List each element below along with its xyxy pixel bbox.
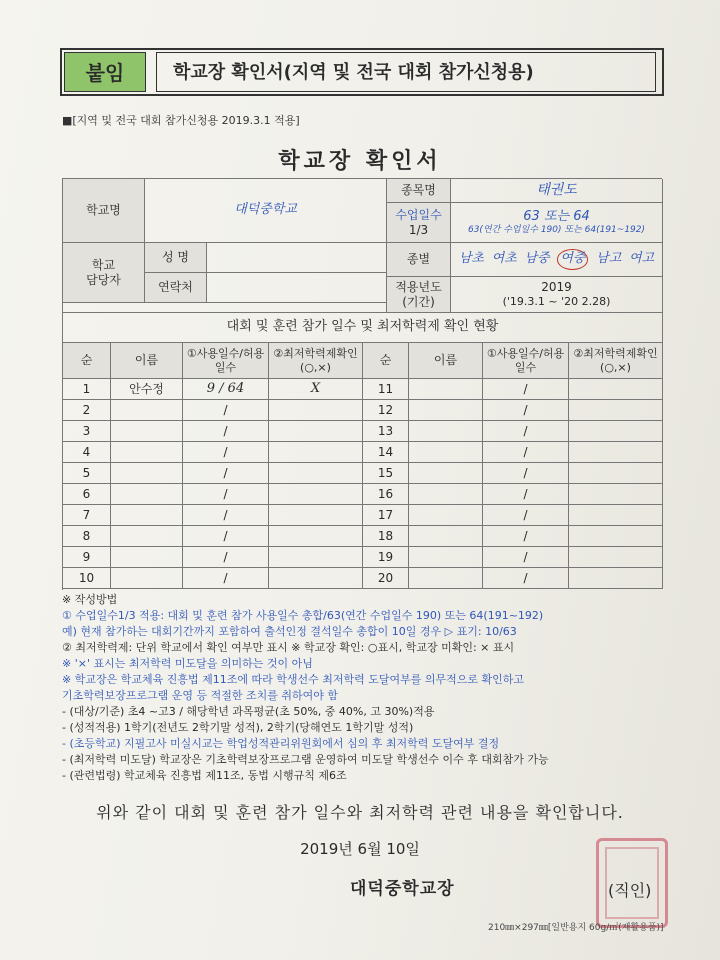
row-name-cell <box>111 442 183 463</box>
info-spacer <box>63 303 387 313</box>
row-days-cell: / <box>183 400 269 421</box>
row-no-cell: 1 <box>63 379 111 400</box>
row-no-cell: 10 <box>63 568 111 589</box>
row-days-cell: / <box>183 526 269 547</box>
row-days-cell: / <box>183 463 269 484</box>
instruction-line: 기초학력보장프로그램 운영 등 적절한 조치를 취하여야 함 <box>62 689 339 702</box>
row-days-cell: / <box>483 547 569 568</box>
row-no-cell: 14 <box>363 442 409 463</box>
col-name-right: 이름 <box>409 343 483 379</box>
row-no-cell: 13 <box>363 421 409 442</box>
row-check-cell <box>569 442 663 463</box>
row-no-cell: 8 <box>63 526 111 547</box>
year-value <box>451 277 663 313</box>
row-name-cell <box>111 463 183 484</box>
row-check-cell <box>569 400 663 421</box>
instruction-line: ※ '×' 표시는 최저학력 미도달을 의미하는 것이 아님 <box>62 657 313 670</box>
row-name-cell <box>409 463 483 484</box>
row-check-cell <box>269 547 363 568</box>
staff-contact-value <box>207 273 387 303</box>
row-days-cell: / <box>483 463 569 484</box>
row-no-cell: 2 <box>63 400 111 421</box>
row-no-cell: 7 <box>63 505 111 526</box>
row-check-cell: X <box>269 379 363 400</box>
gender-option: 남초 <box>458 251 484 267</box>
row-check-cell <box>269 526 363 547</box>
gender-options <box>451 243 663 277</box>
principal-name: 대덕중학교장 <box>350 879 455 899</box>
row-days-cell: / <box>483 421 569 442</box>
row-name-cell <box>111 484 183 505</box>
year-label <box>387 277 451 313</box>
row-days-cell: / <box>183 505 269 526</box>
year-label-1: 적용년도 <box>395 279 442 294</box>
row-no-cell: 6 <box>63 484 111 505</box>
row-name-cell <box>409 484 483 505</box>
staff-label-2: 담당자 <box>86 272 121 287</box>
row-days-cell: / <box>183 421 269 442</box>
row-no-cell: 11 <box>363 379 409 400</box>
row-check-cell <box>269 442 363 463</box>
instruction-line: - (최저학력 미도달) 학교장은 기초학력보장프로그램 운영하여 미도달 학생선수 이수 후 대회참가 가능 <box>62 753 549 766</box>
row-days-cell: / <box>483 568 569 589</box>
row-name-cell <box>409 442 483 463</box>
instruction-line: 예) 현재 참가하는 대회기간까지 포함하여 출석인정 결석일수 총합이 10일 경우 ▷ 표기: 10/63 <box>62 625 517 638</box>
school-days-value <box>451 203 663 243</box>
row-days-cell: / <box>183 442 269 463</box>
instruction-line: ※ 작성방법 <box>62 593 118 606</box>
row-no-cell: 16 <box>363 484 409 505</box>
row-no-cell: 19 <box>363 547 409 568</box>
gender-option: 여초 <box>491 251 517 267</box>
staff-name-value <box>207 243 387 273</box>
school-days-label-1: 수업일수 <box>395 207 442 222</box>
staff-label-1: 학교 <box>91 257 116 272</box>
document-title: 학교장 확인서 <box>278 149 442 174</box>
instruction-line: ※ 학교장은 학교체육 진흥법 제11조에 따라 학생선수 최저학력 도달여부를 의무적으로 확인하고 <box>62 673 524 686</box>
instruction-line: - (성적적용) 1학기(전년도 2학기말 성적), 2학기(당해연도 1학기말 성적) <box>62 721 414 734</box>
event-label: 종목명 <box>387 179 451 203</box>
gender-option: 여고 <box>628 251 655 267</box>
instruction-line: - (대상/기준) 초4 ~고3 / 해당학년 과목평균(초 50%, 중 40%, 고 30%)적용 <box>62 705 435 718</box>
attachment-title: 학교장 확인서(지역 및 전국 대회 참가신청용) <box>156 52 656 92</box>
row-days-cell: / <box>483 442 569 463</box>
school-days-value-1: 63 또는 64 <box>523 208 590 224</box>
row-no-cell: 12 <box>363 400 409 421</box>
confirmation-statement: 위와 같이 대회 및 훈련 참가 일수와 최저학력 관련 내용을 확인합니다. <box>96 803 624 822</box>
row-check-cell <box>569 421 663 442</box>
row-name-cell <box>111 400 183 421</box>
confirmation-date: 2019년 6월 10일 <box>300 840 420 858</box>
confirmation-form <box>62 178 662 590</box>
row-name-cell <box>111 547 183 568</box>
row-days-cell: 9 / 64 <box>183 379 269 400</box>
row-check-cell <box>569 568 663 589</box>
status-table-title: 대회 및 훈련 참가 일수 및 최저학력제 확인 현황 <box>63 313 663 343</box>
row-name-cell <box>409 568 483 589</box>
row-days-cell: / <box>483 400 569 421</box>
paper-spec: 210㎜×297㎜[일반용지 60g/㎡(재활용품)] <box>488 923 664 933</box>
row-check-cell <box>269 421 363 442</box>
row-check-cell <box>269 505 363 526</box>
row-name-cell <box>409 400 483 421</box>
year-value-year: 2019 <box>541 280 572 295</box>
gender-option: 남고 <box>596 251 622 267</box>
row-check-cell <box>269 463 363 484</box>
col-no-right: 순 <box>363 343 409 379</box>
gender-option: 남중 <box>524 251 550 267</box>
row-no-cell: 9 <box>63 547 111 568</box>
school-days-label <box>387 203 451 243</box>
row-days-cell: / <box>483 505 569 526</box>
row-no-cell: 20 <box>363 568 409 589</box>
row-days-cell: / <box>483 526 569 547</box>
instruction-line: ① 수업일수1/3 적용: 대회 및 훈련 참가 사용일수 총합/63(연간 수업일수 190) 또는 64(191~192) <box>62 609 544 622</box>
row-days-cell: / <box>183 547 269 568</box>
form-version-note: ■[지역 및 전국 대회 참가신청용 2019.3.1 적용] <box>62 114 300 127</box>
row-check-cell <box>569 379 663 400</box>
row-name-cell <box>111 421 183 442</box>
school-days-value-2: 63(연간 수업일수 190) 또는 64(191~192) <box>467 225 646 235</box>
row-no-cell: 15 <box>363 463 409 484</box>
row-check-cell <box>569 526 663 547</box>
row-name-cell <box>111 526 183 547</box>
row-check-cell <box>269 484 363 505</box>
col-no-left: 순 <box>63 343 111 379</box>
row-name-cell <box>409 505 483 526</box>
row-no-cell: 17 <box>363 505 409 526</box>
row-check-cell <box>269 400 363 421</box>
row-days-cell: / <box>483 379 569 400</box>
row-check-cell <box>569 463 663 484</box>
col-name-left: 이름 <box>111 343 183 379</box>
row-name-cell <box>111 568 183 589</box>
instruction-line: ② 최저학력제: 단위 학교에서 확인 여부만 표시 ※ 학교장 확인: ○표시, 학교장 미확인: × 표시 <box>62 641 515 654</box>
row-no-cell: 18 <box>363 526 409 547</box>
writing-instructions <box>62 592 682 784</box>
row-name-cell <box>409 379 483 400</box>
row-check-cell <box>269 568 363 589</box>
instruction-line: - (초등학교) 지필고사 미실시교는 학업성적관리위원회에서 심의 후 최저학력 도달여부 결정 <box>62 737 500 750</box>
school-days-label-2: 1/3 <box>408 222 429 237</box>
row-name-cell <box>409 526 483 547</box>
col-check-right: ②최저학력제확인(○,×) <box>569 343 663 379</box>
row-days-cell: / <box>183 568 269 589</box>
row-days-cell: / <box>483 484 569 505</box>
col-days-left: ①사용일수/허용일수 <box>183 343 269 379</box>
school-label: 학교명 <box>63 179 145 243</box>
instruction-line: - (관련법령) 학교체육 진흥법 제11조, 동법 시행규칙 제6조 <box>62 769 347 782</box>
row-days-cell: / <box>183 484 269 505</box>
row-no-cell: 3 <box>63 421 111 442</box>
attachment-tag: 붙임 <box>64 52 146 92</box>
row-no-cell: 4 <box>63 442 111 463</box>
year-value-period: ('19.3.1 ~ '20 2.28) <box>502 295 611 309</box>
row-name-cell <box>111 505 183 526</box>
row-check-cell <box>569 547 663 568</box>
gender-label: 종별 <box>387 243 451 277</box>
gender-option-selected: 여중 <box>557 249 588 269</box>
row-check-cell <box>569 484 663 505</box>
event-value: 태권도 <box>451 179 663 203</box>
year-label-2: (기간) <box>402 294 435 309</box>
staff-contact-label: 연락처 <box>145 273 207 303</box>
seal-label: (직인) <box>608 881 652 900</box>
col-check-left: ②최저학력제확인(○,×) <box>269 343 363 379</box>
row-check-cell <box>569 505 663 526</box>
row-name-cell <box>409 547 483 568</box>
row-name-cell <box>409 421 483 442</box>
row-name-cell: 안수정 <box>111 379 183 400</box>
col-days-right: ①사용일수/허용일수 <box>483 343 569 379</box>
staff-name-label: 성 명 <box>145 243 207 273</box>
school-value: 대덕중학교 <box>145 179 387 243</box>
row-no-cell: 5 <box>63 463 111 484</box>
staff-label <box>63 243 145 303</box>
